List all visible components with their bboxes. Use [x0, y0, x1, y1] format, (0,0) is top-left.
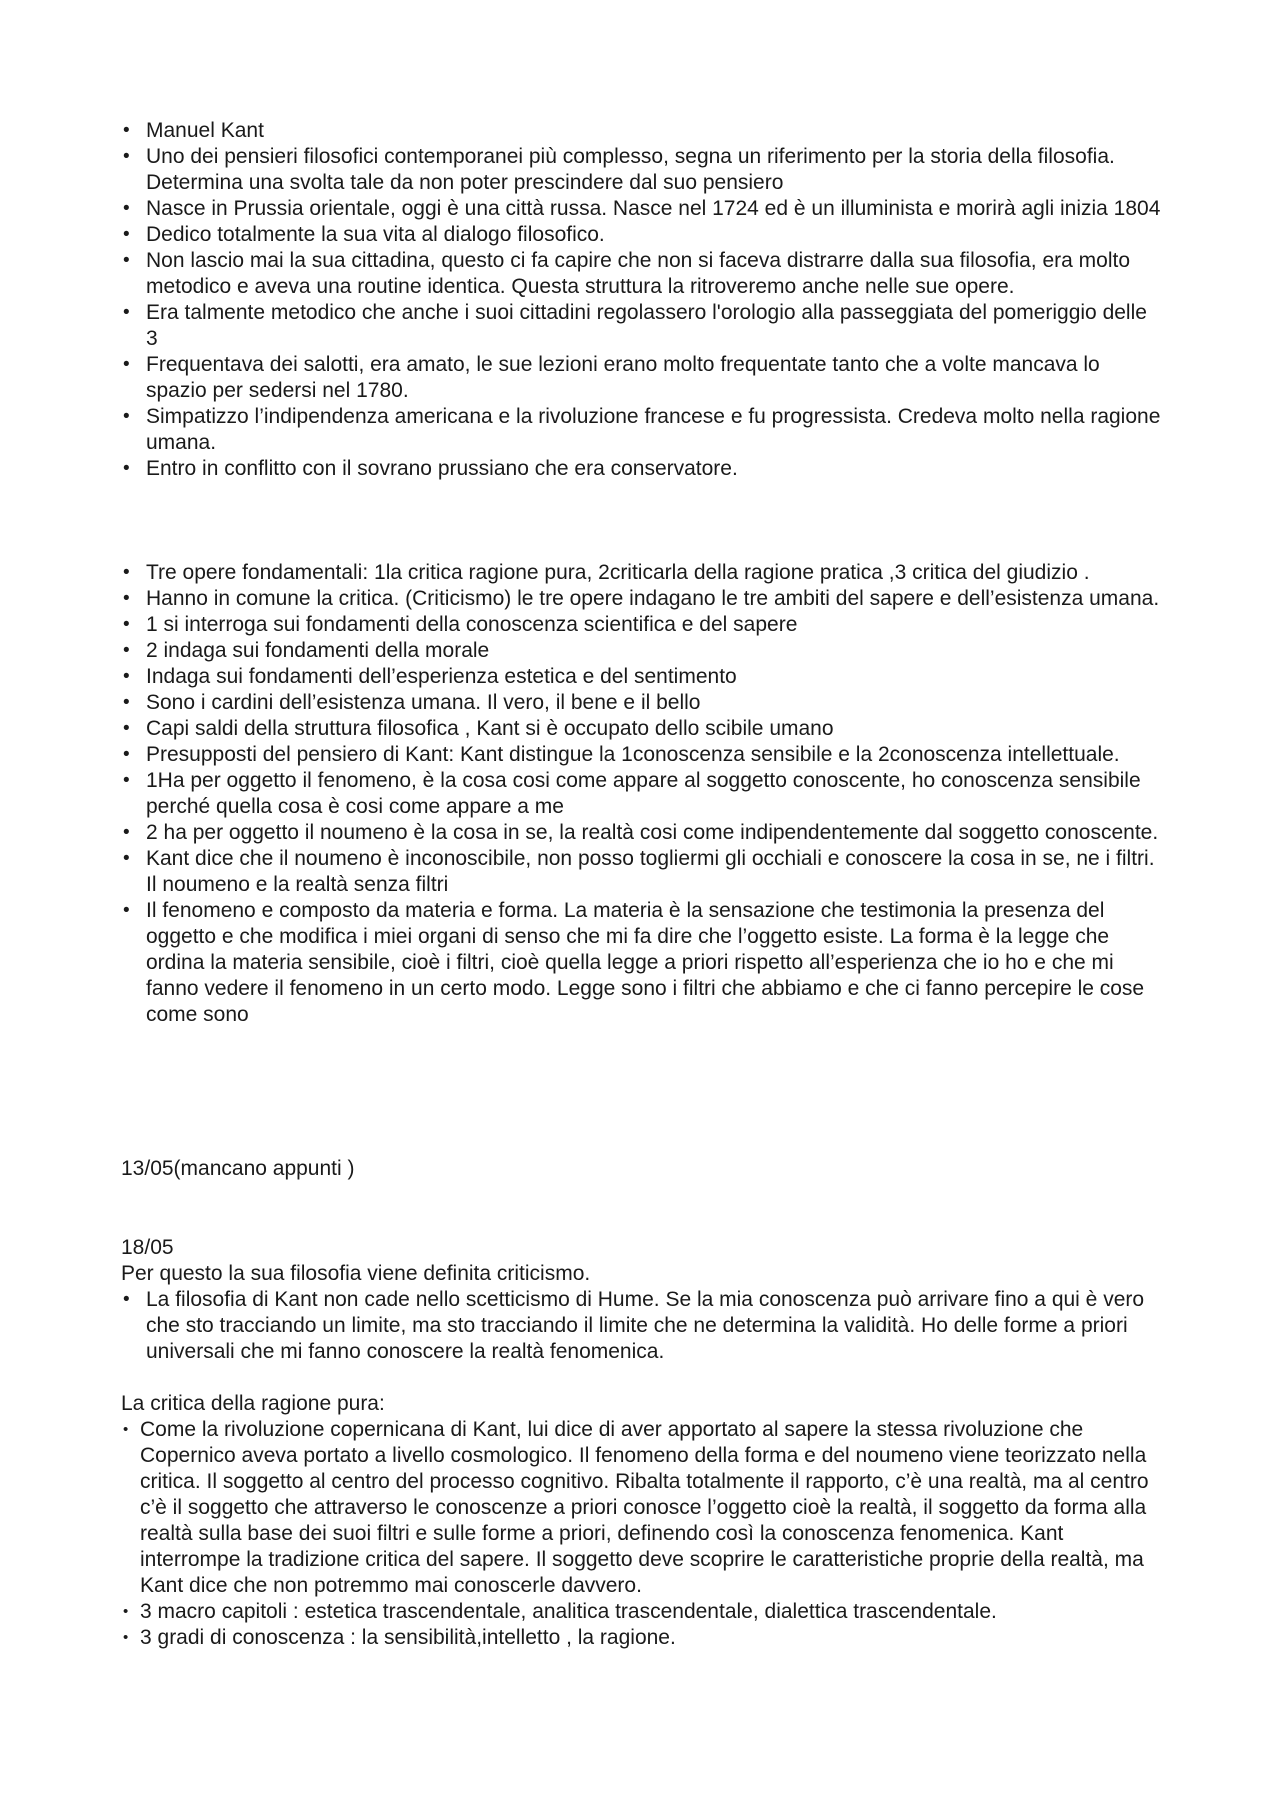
list-item: • Uno dei pensieri filosofici contemporanei più complesso, segna un riferimento per la storia della filosofia. Determina una svolta tale da non poter prescindere dal suo pensiero [121, 144, 1161, 196]
list-item: • 1 si interroga sui fondamenti della conoscenza scientifica e del sapere [121, 612, 1161, 638]
list-item: • Era talmente metodico che anche i suoi cittadini regolassero l'orologio alla passeggiata del pomeriggio delle 3 [121, 300, 1161, 352]
list-item: • Entro in conflitto con il sovrano prussiano che era conservatore. [121, 456, 1161, 482]
list-item: • Kant dice che il noumeno è inconoscibile, non posso togliermi gli occhiali e conoscere la cosa in se, ne i filtri. Il noumeno e la realtà senza filtri [121, 846, 1161, 898]
list-item: • La filosofia di Kant non cade nello scetticismo di Hume. Se la mia conoscenza può arrivare fino a qui è vero che sto tracciando un limite, ma sto tracciando il limite che ne determina la validità. Ho delle forme a priori universali che mi fanno conoscere la realtà fenomenica. [121, 1287, 1161, 1365]
list-item: • 3 gradi di conoscenza : la sensibilità,intelletto , la ragione. [121, 1625, 1161, 1651]
list-item: • Presupposti del pensiero di Kant: Kant distingue la 1conoscenza sensibile e la 2conoscenza intellettuale. [121, 742, 1161, 768]
section-heading: La critica della ragione pura: [121, 1392, 385, 1415]
bio-list [121, 118, 1161, 482]
list-item: • 2 indaga sui fondamenti della morale [121, 638, 1161, 664]
list-item: • Il fenomeno e composto da materia e forma. La materia è la sensazione che testimonia la presenza del oggetto e che modifica i miei organi di senso che mi fa dire che l’oggetto esiste. La forma è la legge che ordina la materia sensibile, cioè i filtri, cioè quella legge a priori rispetto all’esperienza che io ho e che mi fanno vedere il fenomeno in un certo modo. Legge sono i filtri che abbiamo e che ci fanno percepire le cose come sono [121, 898, 1161, 1028]
works-list [121, 560, 1161, 1028]
date-1805: 18/05 [121, 1236, 174, 1259]
list-item: • Non lascio mai la sua cittadina, questo ci fa capire che non si faceva distrarre dalla sua filosofia, era molto metodico e aveva una routine identica. Questa struttura la ritroveremo anche nelle sue opere. [121, 248, 1161, 300]
list-item: • Tre opere fondamentali: 1la critica ragione pura, 2criticarla della ragione pratica ,3 critica del giudizio . [121, 560, 1161, 586]
list-item: • 1Ha per oggetto il fenomeno, è la cosa cosi come appare al soggetto conoscente, ho conoscenza sensibile perché quella cosa è cosi come appare a me [121, 768, 1161, 820]
list-item: • Nasce in Prussia orientale, oggi è una città russa. Nasce nel 1724 ed è un illuminista e morirà agli inizia 1804 [121, 196, 1161, 222]
note-1305: 13/05(mancano appunti ) [121, 1157, 355, 1180]
intro-1805: Per questo la sua filosofia viene definita criticismo. [121, 1262, 591, 1285]
list-item: • Sono i cardini dell’esistenza umana. Il vero, il bene e il bello [121, 690, 1161, 716]
list-item: • Manuel Kant [121, 118, 1161, 144]
list-item: • Capi saldi della struttura filosofica , Kant si è occupato dello scibile umano [121, 716, 1161, 742]
list-item: • Indaga sui fondamenti dell’esperienza estetica e del sentimento [121, 664, 1161, 690]
list-item: • 3 macro capitoli : estetica trascendentale, analitica trascendentale, dialettica trascendentale. [121, 1599, 1161, 1625]
list-item: • Simpatizzo l’indipendenza americana e la rivoluzione francese e fu progressista. Credeva molto nella ragione umana. [121, 404, 1161, 456]
list-item: • Come la rivoluzione copernicana di Kant, lui dice di aver apportato al sapere la stessa rivoluzione che Copernico aveva portato a livello cosmologico. Il fenomeno della forma e del noumeno viene teorizzato nella critica. Il soggetto al centro del processo cognitivo. Ribalta totalmente il rapporto, c’è una realtà, ma al centro c’è il soggetto che attraverso le conoscenze a priori conosce l’oggetto cioè la realtà, il soggetto da forma alla realtà sulla base dei suoi filtri e sulle forme a priori, definendo così la conoscenza fenomenica. Kant interrompe la tradizione critica del sapere. Il soggetto deve scoprire le caratteristiche proprie della realtà, ma Kant dice che non potremmo mai conoscerle davvero. [121, 1417, 1161, 1599]
list-item: • 2 ha per oggetto il noumeno è la cosa in se, la realtà cosi come indipendentemente dal soggetto conoscente. [121, 820, 1161, 846]
list-item: • Dedico totalmente la sua vita al dialogo filosofico. [121, 222, 1161, 248]
hume-list [121, 1287, 1161, 1365]
list-item: • Hanno in comune la critica. (Criticismo) le tre opere indagano le tre ambiti del sapere e dell’esistenza umana. [121, 586, 1161, 612]
list-item: • Frequentava dei salotti, era amato, le sue lezioni erano molto frequentate tanto che a volte mancava lo spazio per sedersi nel 1780. [121, 352, 1161, 404]
critica-list [121, 1417, 1161, 1651]
